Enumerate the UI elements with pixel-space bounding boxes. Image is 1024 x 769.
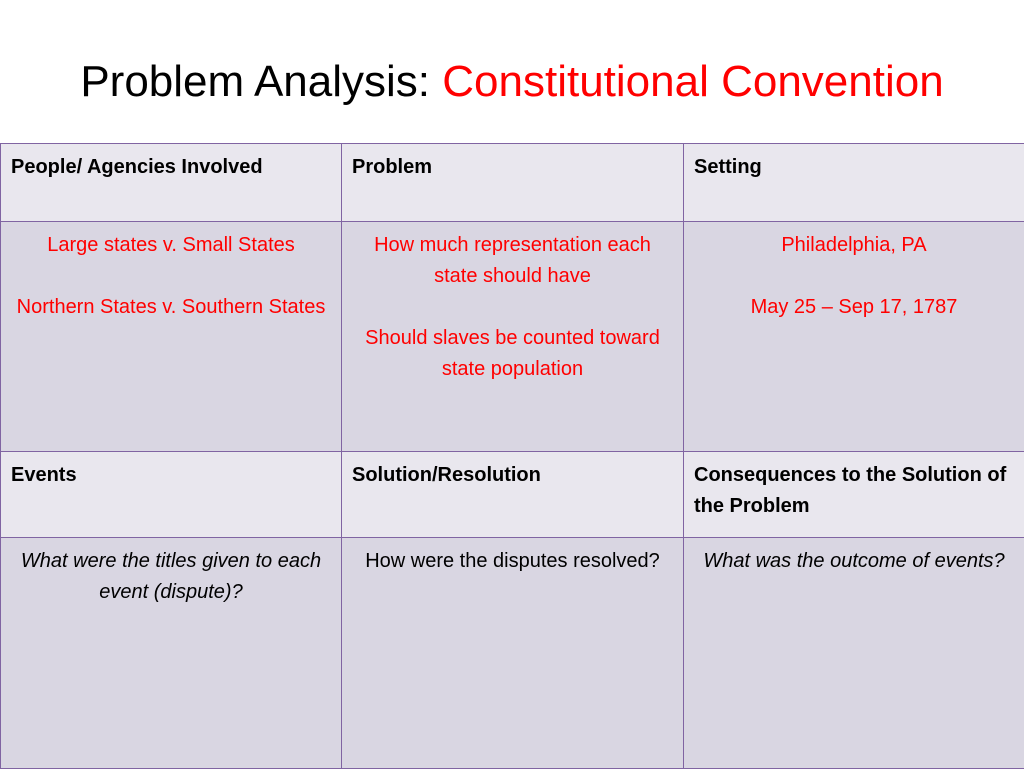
problem-analysis-table xyxy=(0,143,1024,769)
content-row-1 xyxy=(1,222,1024,452)
header-row-1 xyxy=(1,144,1024,222)
people-line-1: Large states v. Small States xyxy=(11,230,331,261)
cell-people xyxy=(1,222,342,452)
cell-consequences xyxy=(684,538,1024,769)
cell-solution xyxy=(342,538,684,769)
slide-title xyxy=(0,52,1024,112)
content-row-2 xyxy=(1,538,1024,769)
header-solution: Solution/Resolution xyxy=(342,452,684,538)
header-setting: Setting xyxy=(684,144,1024,222)
cell-problem xyxy=(342,222,684,452)
setting-line-2: May 25 – Sep 17, 1787 xyxy=(694,292,1014,323)
title-prefix: Problem Analysis: xyxy=(80,57,442,106)
header-people: People/ Agencies Involved xyxy=(1,144,342,222)
header-consequences: Consequences to the Solution of the Problem xyxy=(684,452,1024,538)
header-row-2 xyxy=(1,452,1024,538)
header-problem: Problem xyxy=(342,144,684,222)
solution-text: How were the disputes resolved? xyxy=(352,546,673,577)
problem-line-1: How much representation each state should have xyxy=(352,230,673,292)
cell-events xyxy=(1,538,342,769)
setting-line-1: Philadelphia, PA xyxy=(694,230,1014,261)
people-line-2: Northern States v. Southern States xyxy=(11,292,331,323)
events-text: What were the titles given to each event (dispute)? xyxy=(11,546,331,608)
problem-line-2: Should slaves be counted toward state population xyxy=(352,323,673,385)
header-events: Events xyxy=(1,452,342,538)
consequences-text: What was the outcome of events? xyxy=(694,546,1014,577)
cell-setting xyxy=(684,222,1024,452)
title-accent: Constitutional Convention xyxy=(442,57,943,106)
